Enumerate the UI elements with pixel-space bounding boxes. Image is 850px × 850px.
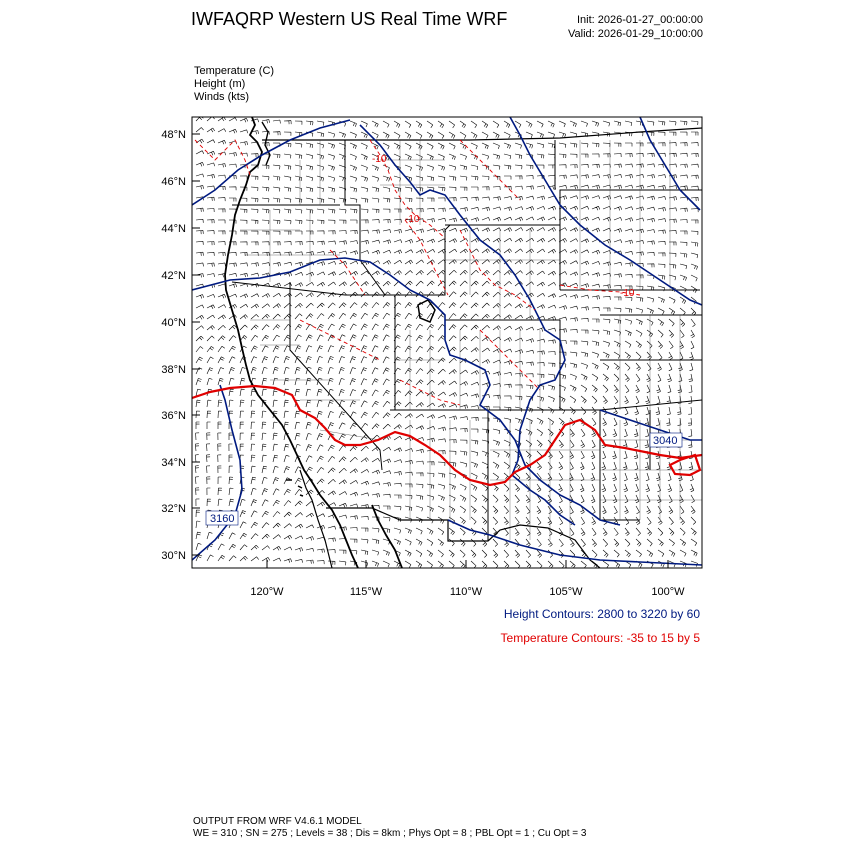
lat-tick-label: 30°N (161, 550, 186, 562)
model-output-line: OUTPUT FROM WRF V4.6.1 MODEL (193, 816, 362, 827)
lat-tick-label: 38°N (161, 364, 186, 376)
lon-tick-label: 115°W (349, 586, 383, 598)
height-contour-legend: Height Contours: 2800 to 3220 by 60 (503, 607, 700, 621)
temp-contour-label: -10 (405, 214, 420, 225)
init-time: Init: 2026-01-27_00:00:00 (577, 14, 703, 26)
height-contour-label: 3040 (653, 435, 678, 447)
temperature-contour-legend: Temperature Contours: -35 to 15 by 5 (500, 631, 700, 645)
model-config-line: WE = 310 ; SN = 275 ; Levels = 38 ; Dis = 8km ; Phys Opt = 8 ; PBL Opt = 1 ; Cu Opt = 3 (193, 828, 587, 839)
longitude-tick-labels (250, 586, 685, 598)
latitude-tick-labels (161, 129, 186, 562)
lon-tick-label: 120°W (250, 586, 284, 598)
field-winds-label: Winds (kts) (194, 91, 249, 103)
lon-tick-label: 110°W (449, 586, 483, 598)
lat-tick-label: 46°N (161, 176, 186, 188)
field-height-label: Height (m) (194, 78, 246, 90)
lat-tick-label: 42°N (161, 270, 186, 282)
height-contour-label: 3160 (210, 513, 235, 525)
lat-tick-label: 40°N (161, 317, 186, 329)
lon-tick-label: 100°W (651, 586, 685, 598)
map-background (192, 117, 702, 568)
lat-tick-label: 32°N (161, 503, 186, 515)
lat-tick-label: 36°N (161, 410, 186, 422)
lat-tick-label: 48°N (161, 129, 186, 141)
field-temperature-label: Temperature (C) (194, 65, 275, 77)
temp-contour-label: -10 (372, 154, 387, 165)
lat-tick-label: 34°N (161, 457, 186, 469)
temp-contour-label: -10 (620, 288, 635, 299)
plot-title: IWFAQRP Western US Real Time WRF (191, 9, 508, 29)
lon-tick-label: 105°W (549, 586, 583, 598)
lat-tick-label: 44°N (161, 223, 186, 235)
valid-time: Valid: 2026-01-29_10:00:00 (568, 28, 703, 40)
